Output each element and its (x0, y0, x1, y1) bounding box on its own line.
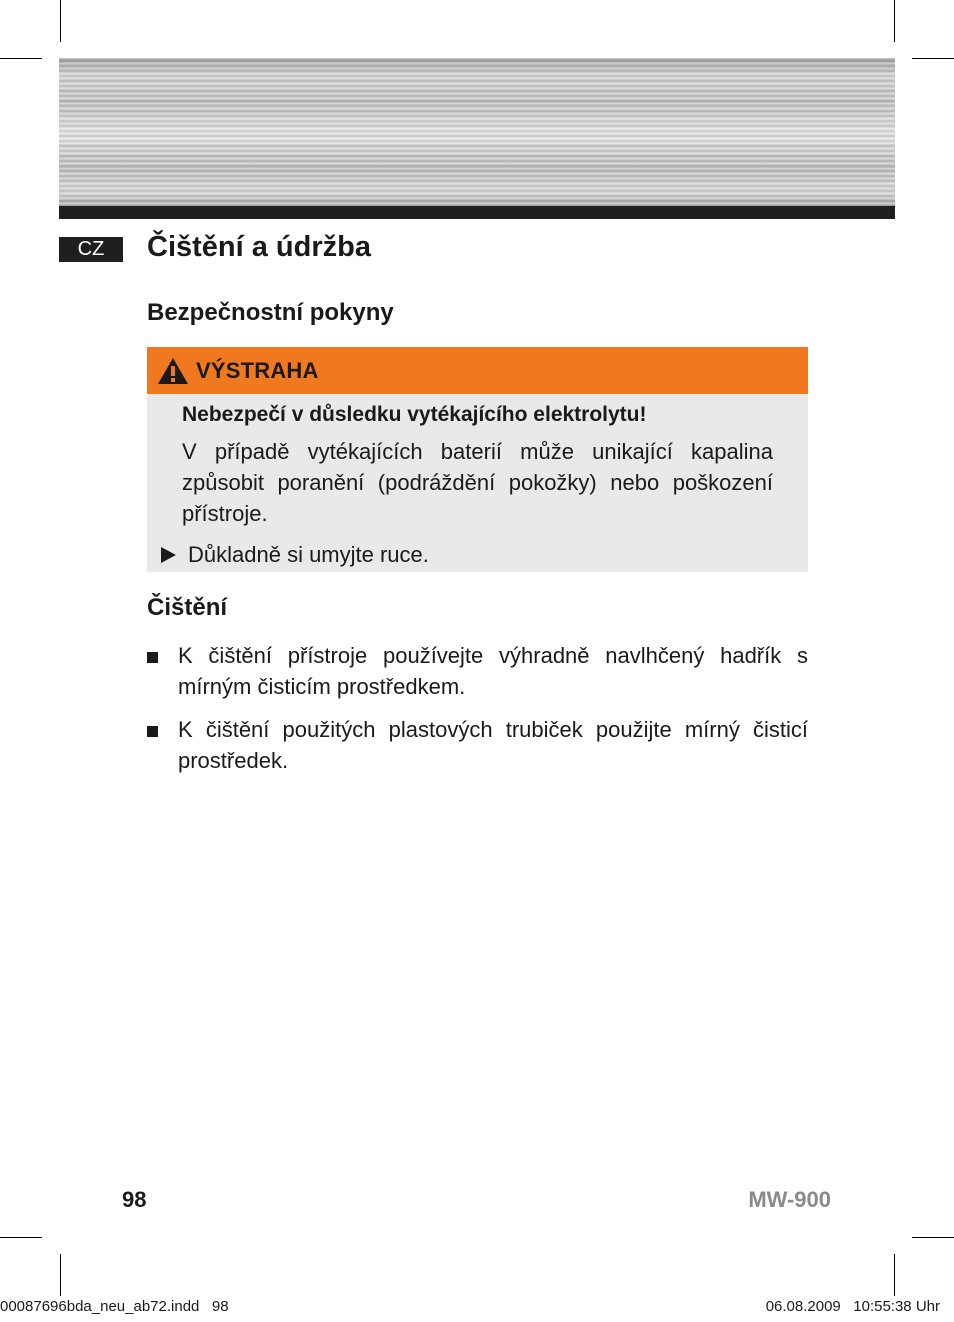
warning-description: V případě vytékajících baterií může unikající kapalina způsobit poranění (podráždění pokožky) nebo poškození přístroje. (182, 439, 773, 526)
crop-mark (912, 58, 954, 59)
list-item-text: K čištění použitých plastových trubiček použijte mírný čisticí prostředek. (178, 717, 808, 773)
model-name: MW-900 (748, 1187, 831, 1212)
list-item (147, 714, 808, 776)
brushed-metal-banner (59, 58, 895, 206)
crop-mark (894, 0, 895, 42)
warning-label: VÝSTRAHA (196, 357, 319, 383)
safety-heading: Bezpečnostní pokyny (147, 299, 394, 326)
arrow-right-icon (161, 547, 176, 563)
square-bullet-icon (147, 652, 158, 663)
cleaning-list (147, 640, 808, 788)
crop-mark (912, 1237, 954, 1238)
warning-body (147, 400, 808, 567)
square-bullet-icon (147, 726, 158, 737)
crop-mark (60, 1254, 61, 1296)
print-slug-file: 00087696bda_neu_ab72.indd 98 (0, 1298, 229, 1315)
print-slug-date: 06.08.2009 10:55:38 Uhr (765, 1298, 940, 1315)
cleaning-heading: Čištění (147, 594, 228, 621)
crop-mark (894, 1254, 895, 1296)
warning-action-text: Důkladně si umyjte ruce. (188, 542, 429, 567)
page-number: 98 (122, 1187, 147, 1212)
list-item-text: K čištění přístroje používejte výhradně navlhčený hadřík s mírným čisticím prostředkem. (178, 643, 808, 699)
crop-mark (0, 58, 42, 59)
banner-bar (59, 206, 895, 219)
warning-hazard: Nebezpečí v důsledku vytékajícího elektrolytu! (182, 403, 647, 426)
warning-action (161, 540, 429, 570)
crop-mark (60, 0, 61, 42)
language-badge: CZ (59, 237, 123, 262)
crop-mark (0, 1237, 42, 1238)
warning-box (147, 347, 808, 572)
page-title: Čištění a údržba (147, 231, 371, 263)
list-item (147, 640, 808, 702)
warning-header (147, 347, 808, 394)
warning-triangle-icon (157, 357, 189, 385)
